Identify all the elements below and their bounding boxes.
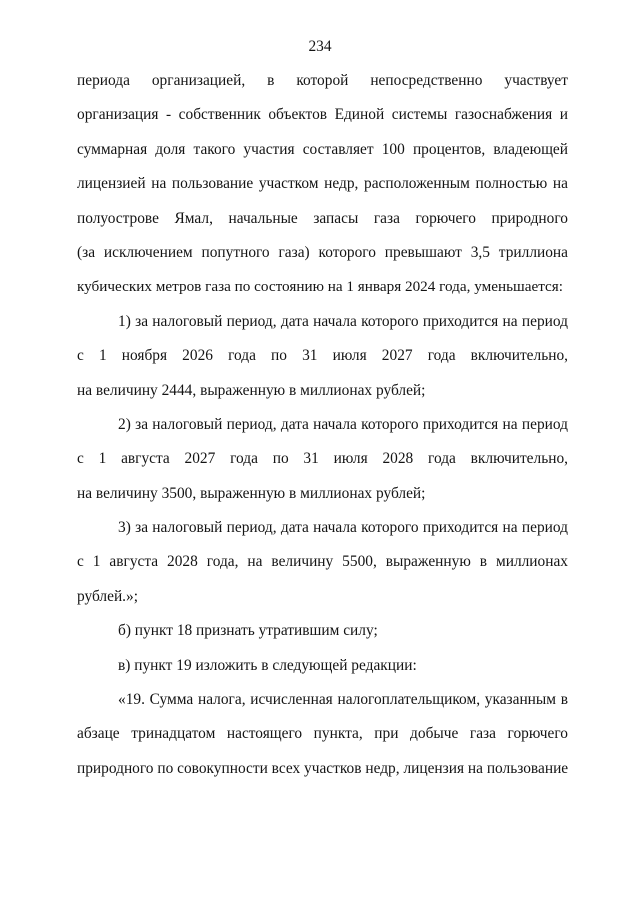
text-line: периода организацией, в которой непосредственно участвует [77, 72, 568, 89]
text-line: «19. Сумма налога, исчисленная налогоплательщиком, указанным в [118, 691, 568, 709]
text-line: рублей.»; [77, 587, 138, 605]
text-line: абзаце тринадцатом настоящего пункта, при добыче газа горючего [77, 725, 568, 743]
text-line: организация - собственник объектов Единой системы газоснабжения и [77, 106, 568, 124]
page-number: 234 [308, 38, 332, 55]
text-line: кубических метров газа по состоянию на 1 января 2024 года, уменьшается: [77, 278, 563, 296]
text-line: б) пункт 18 признать утратившим силу; [118, 622, 378, 640]
text-line: суммарная доля такого участия составляет 100 процентов, владеющей [77, 140, 568, 158]
text-line: с 1 августа 2028 года, на величину 5500, выраженную в миллионах [77, 553, 568, 571]
text-line: 1) за налоговый период, дата начала которого приходится на период [118, 312, 568, 330]
text-line: (за исключением попутного газа) которого превышают 3,5 триллиона [77, 243, 568, 261]
text-line: с 1 августа 2027 года по 31 июля 2028 года включительно, [77, 450, 568, 468]
text-line: полуострове Ямал, начальные запасы газа горючего природного [77, 209, 568, 227]
text-line: в) пункт 19 изложить в следующей редакции: [118, 656, 417, 674]
text-line: природного по совокупности всех участков недр, лицензия на пользование [77, 759, 569, 777]
text-line: лицензией на пользование участком недр, расположенным полностью на [77, 175, 568, 193]
text-line: на величину 2444, выраженную в миллионах рублей; [77, 381, 426, 399]
text-line: на величину 3500, выраженную в миллионах рублей; [77, 484, 426, 502]
text-line: 3) за налоговый период, дата начала которого приходится на период [118, 519, 568, 537]
document-body [77, 64, 568, 786]
text-line: с 1 ноября 2026 года по 31 июля 2027 года включительно, [77, 347, 568, 365]
text-line: 2) за налоговый период, дата начала которого приходится на период [118, 415, 568, 433]
